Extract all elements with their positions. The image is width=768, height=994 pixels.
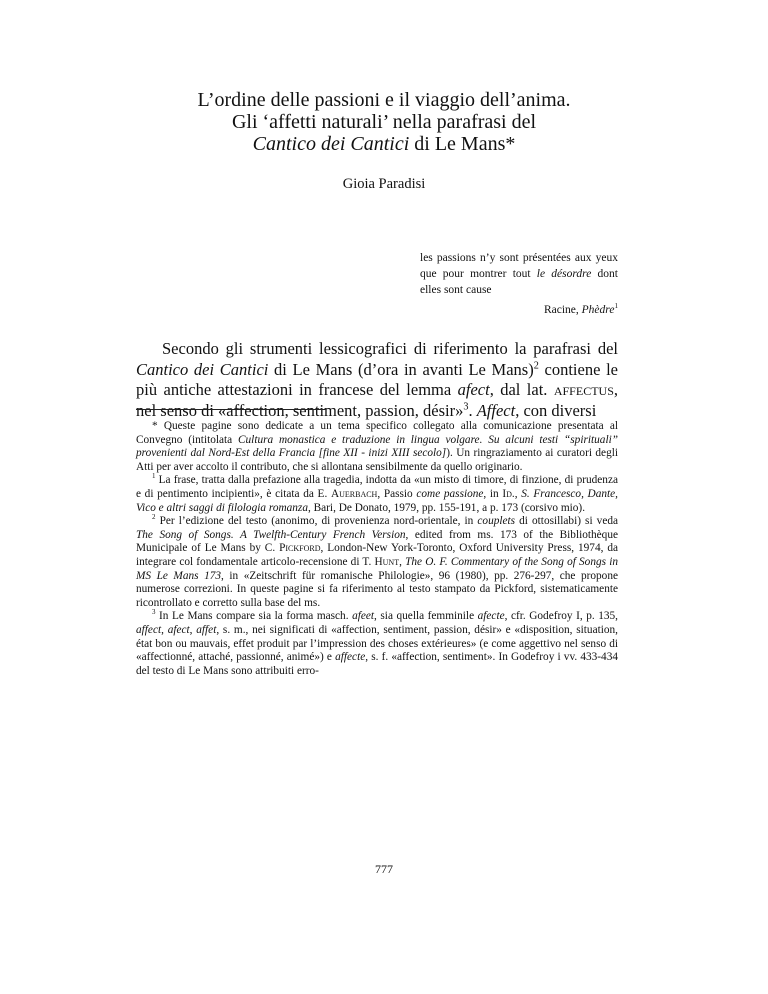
footnotes xyxy=(136,420,618,678)
page-number: 777 xyxy=(375,862,393,876)
author-name: Gioia Paradisi xyxy=(342,176,426,192)
footnote-2: $^2$ Per l’edizione del testo (anonimo, di provenienza nord-orientale, in couplets di ottosillabi) si veda The Song of Songs. A Twelfth-Century French Version, edited from ms. 173 of the Bibliothèque Municipale of Le Mans by C. Pickford, London-New York-Toronto, Oxford University Press, 1974, da integrare col fondamentale articolo-recensione di T. Hunt, The O. F. Commentary of the Song of Songs in MS Le Mans 173, in «Zeitschrift für romanische Philologie», 96 (1980), pp. 276-297, che propone numerose correzioni. In queste pagine si fa riferimento al testo stampato da Pickford, sistematicamente ricontrollato e corretto sulla base del ms. xyxy=(136,513,619,609)
title-line-2: Gli ‘affetti naturali’ nella parafrasi del xyxy=(231,111,537,133)
article-title xyxy=(150,89,618,155)
epigraph xyxy=(420,250,618,318)
footnote-star: * Queste pagine sono dedicate a un tema specifico collegato alla comunicazione presentata al Convegno (intitolata Cultura monastica e traduzione in lingua volgare. Su alcuni testi “spirituali” provenienti dal Nord-Est della Francia [fine XII - inizi XIII secolo]). Un ringraziamento ai curatori degli Atti per aver accolto il contributo, che si allontana sensibilmente da quello originario. xyxy=(136,420,618,473)
footnote-1: $^1$ La frase, tratta dalla prefazione alla tragedia, indotta da «un misto di timore, di finzione, di prudenza e di pentimento incipienti», è citata da E. Auerbach, Passio come passione, in Id., S. Francesco, Dante, Vico e altri saggi di filologia romanza, Bari, De Donato, 1979, pp. 155-191, a p. 173 (corsivo mio). xyxy=(136,472,618,514)
epigraph-attribution: Racine, Phèdre$^1$ xyxy=(543,302,618,316)
body-paragraph: Secondo gli strumenti lessicografici di riferimento la parafrasi del Cantico dei Cantici di Le Mans (d’ora in avanti Le Mans)$^2$ contiene le più antiche attestazioni in francese del lemma afect, dal lat. affectus, nel senso di «affection, sentiment, passion, désir»$^3$. Affect, con diversi xyxy=(136,339,618,420)
footnote-separator xyxy=(136,409,326,410)
title-line-1: L’ordine delle passioni e il viaggio dell’anima. xyxy=(197,89,571,111)
footnote-ref-3: 3 xyxy=(463,401,469,412)
footnote-ref-2: 2 xyxy=(533,360,539,371)
footnote-ref-1: 1 xyxy=(614,302,618,311)
title-line-3: Cantico dei Cantici di Le Mans* xyxy=(252,133,516,155)
epigraph-quote: les passions n’y sont présentées aux yeux que pour montrer tout le désordre dont elles sont cause xyxy=(420,252,618,296)
footnote-3: $^3$ In Le Mans compare sia la forma masch. afeet, sia quella femminile afecte, cfr. Godefroy I, p. 135, affect, afect, affet, s. m., nei significati di «affection, sentiment, passion, désir» e «disposition, situation, état bon ou mauvais, effet produit par l’impression des choses extérieures» (e come aggettivo nel senso di «affectionné, attaché, passionné, animé») e affecte, s. f. «affection, sentiment». In Godefroy i vv. 433-434 del testo di Le Mans sono attribuiti erro- xyxy=(136,608,619,677)
